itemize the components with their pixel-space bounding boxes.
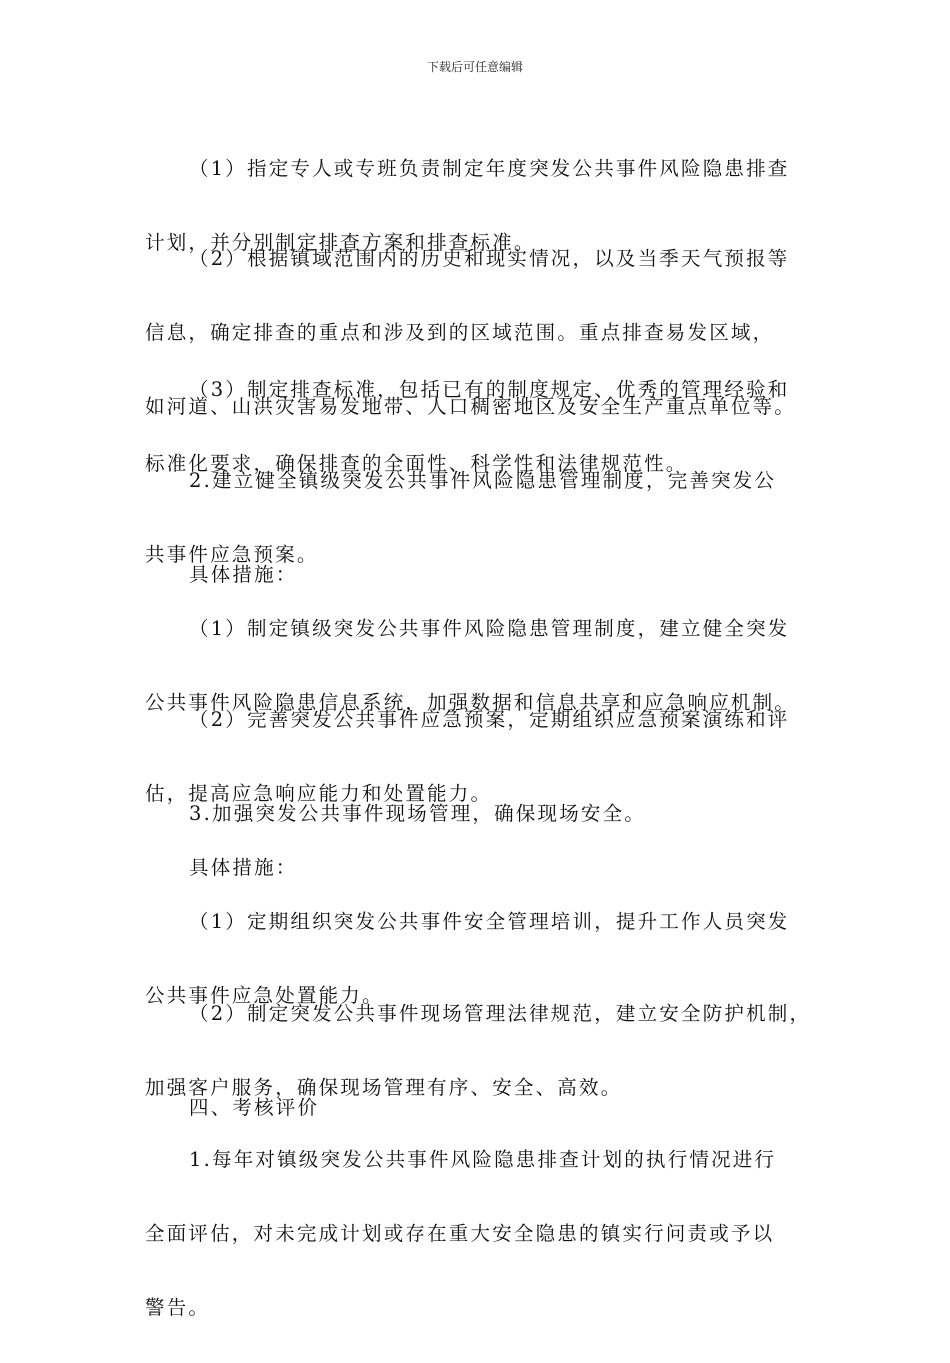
paragraph-line: 警告。 [145, 1296, 211, 1319]
paragraph-line: 1.每年对镇级突发公共事件风险隐患排查计划的执行情况进行 [189, 1148, 777, 1171]
paragraph-line: 3.加强突发公共事件现场管理，确保现场安全。 [189, 802, 647, 825]
paragraph-12 [145, 1104, 825, 1363]
paragraph-line: 如河道、山洪灾害易发地带、人口稠密地区及安全生产重点单位等。 [145, 395, 797, 418]
paragraph-line: （1）定期组织突发公共事件安全管理培训，提升工作人员突发 [189, 910, 790, 933]
paragraph-line: 计划，并分别制定排查方案和排查标准。 [145, 231, 536, 254]
paragraph-line: （1）制定镇级突发公共事件风险隐患管理制度，建立健全突发 [189, 617, 790, 640]
paragraph-line: （2）制定突发公共事件现场管理法律规范，建立安全防护机制， [189, 1002, 812, 1025]
paragraph-line: 四、考核评价 [189, 1096, 320, 1119]
paragraph-line: 共事件应急预案。 [145, 543, 319, 566]
paragraph-line: （2）根据镇域范围内的历史和现实情况，以及当季天气预报等 [189, 247, 790, 270]
paragraph-line: 标准化要求，确保排查的全面性、科学性和法律规范性。 [145, 452, 688, 475]
paragraph-line: 加强客户服务，确保现场管理有序、安全、高效。 [145, 1076, 623, 1099]
page-header: 下载后可任意编辑 [426, 60, 523, 74]
paragraph-line: 估，提高应急响应能力和处置能力。 [145, 782, 493, 805]
paragraph-line: 公共事件风险隐患信息系统，加强数据和信息共享和应急响应机制。 [145, 691, 797, 714]
paragraph-line: 具体措施： [189, 856, 298, 879]
paragraph-line: （1）指定专人或专班负责制定年度突发公共事件风险隐患排查 [189, 157, 790, 180]
paragraph-line: （2）完善突发公共事件应急预案，定期组织应急预案演练和评 [189, 708, 790, 731]
paragraph-line: 公共事件应急处置能力。 [145, 984, 384, 1007]
paragraph-line: 2.建立健全镇级突发公共事件风险隐患管理制度，完善突发公 [189, 469, 777, 492]
paragraph-line: 全面评估，对未完成计划或存在重大安全隐患的镇实行问责或予以 [145, 1222, 775, 1245]
paragraph-line: （3）制定排查标准，包括已有的制度规定、优秀的管理经验和 [189, 378, 790, 401]
paragraph-line: 信息，确定排查的重点和涉及到的区域范围。重点排查易发区域， [145, 321, 775, 344]
paragraph-line: 具体措施： [189, 563, 298, 586]
